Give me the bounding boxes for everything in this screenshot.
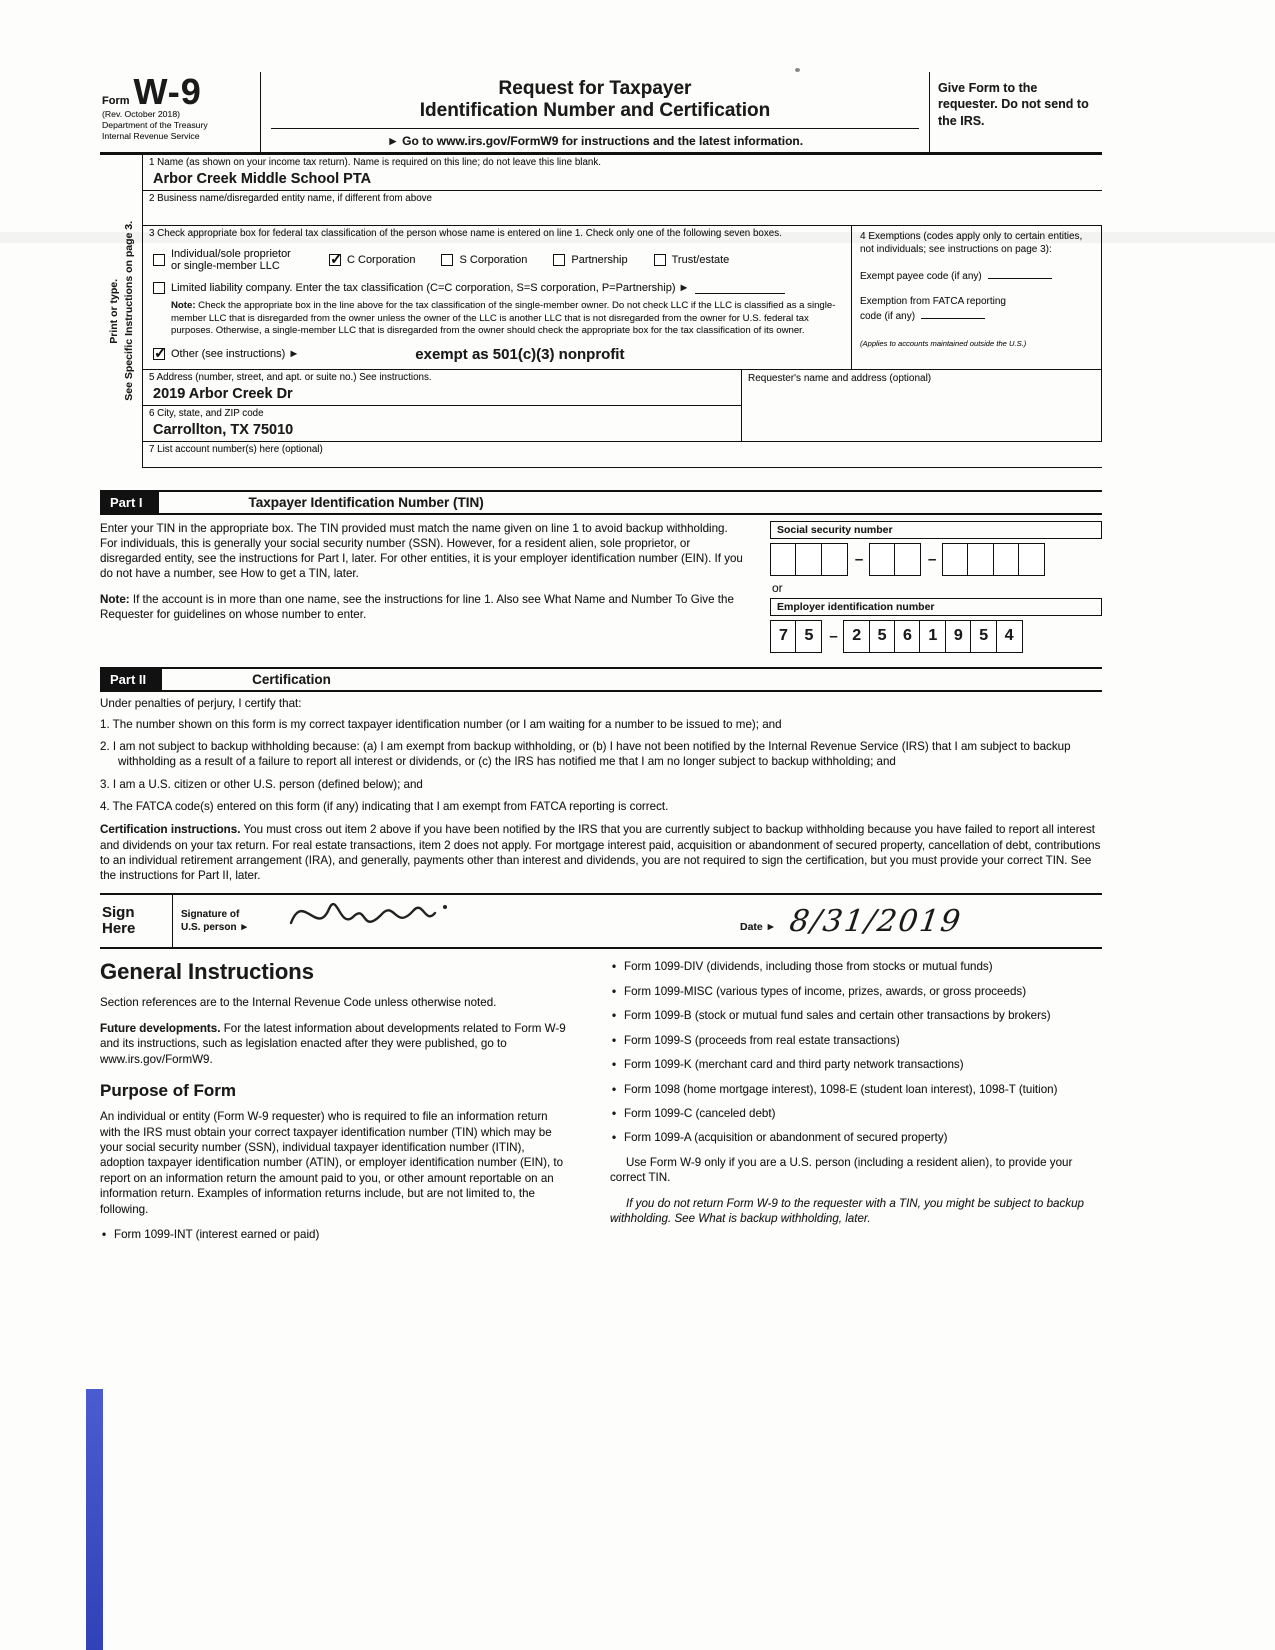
handwritten-date[interactable]: 8/31/2019 [787,903,965,939]
ssn-label: Social security number [770,521,1102,539]
exempt-payee-label: Exempt payee code (if any) [860,271,982,283]
sign-here-label [100,905,172,938]
fatca-code-field[interactable] [921,308,985,319]
see-instructions-label: See Specific Instructions on page 3. [122,221,135,401]
general-instructions-heading: General Instructions [100,959,314,985]
use-form-para: Use Form W-9 only if you are a U.S. person (including a resident alien), to provide your correct TIN. [610,1155,1073,1185]
line1-name [143,155,1102,191]
box4-label: 4 Exemptions (codes apply only to certain entities, not individuals; see instructions on page 3): [860,231,1083,256]
certification-item: 1. The number shown on this form is my correct taxpayer identification number (or I am waiting for a number to be issued to me); and [100,717,782,731]
ssn-digit-cell[interactable] [1018,543,1045,576]
bullet-item: • Form 1099-A (acquisition or abandonment of secured property) [610,1130,1102,1145]
part2-chip: Part II [100,669,162,690]
checkbox-llc[interactable] [153,282,165,294]
part1-bar [100,490,1102,515]
go-to-instructions: ► Go to www.irs.gov/FormW9 for instructions and the latest information. [271,128,919,148]
left-bullet-list [100,1227,568,1242]
ssn-dash: – [854,550,864,568]
checkbox-s-corporation[interactable] [441,254,453,266]
line3-classification [143,226,851,369]
instructions-left-column [100,959,568,1251]
signature-of-line1: Signature of [181,909,240,921]
line6-city [143,406,741,441]
line7-label: 7 List account number(s) here (optional) [149,444,323,456]
department-line: Department of the Treasury [102,119,208,130]
instructions-right-column [610,959,1102,1251]
ssn-digit-cell[interactable] [869,543,896,576]
bullet-item: • Form 1099-INT (interest earned or paid) [100,1227,568,1242]
address-row [143,370,1102,442]
signature-of-line2: U.S. person ► [181,922,250,934]
checkbox-partnership[interactable] [553,254,565,266]
option-individual [153,248,303,272]
part1-paragraph: Enter your TIN in the appropriate box. The TIN provided must match the name given on line 1 to avoid backup withholding. For individuals, this is generally your social security number (SSN). However, for a resident alien, sole proprietor, or disregarded entity, see the instructions for Part I, later. For other entities, it is your employer identification number (EIN). If you do not have a number, see How to get a TIN, later. [100,521,743,581]
ssn-digit-cell[interactable] [942,543,969,576]
signature-of-label [173,908,283,934]
bullet-item: • Form 1099-S (proceeds from real estate transactions) [610,1033,1102,1048]
checkbox-individual[interactable] [153,254,165,266]
option-other-label: Other (see instructions) ► [171,348,300,361]
date-area [740,903,965,939]
ssn-dash: – [927,550,937,568]
option-s-corporation [441,254,527,266]
box4-exemptions [851,226,1101,369]
ein-cells [770,620,1102,653]
part1-note-lead: Note: [100,592,130,606]
ein-digit-cell[interactable]: 7 [770,620,797,653]
part1-body [100,515,1102,653]
agency-line: Internal Revenue Service [102,130,200,141]
ein-digit-cell[interactable]: 5 [970,620,997,653]
part1-note [100,592,748,623]
form-title-block [260,72,930,152]
ssn-digit-cell[interactable] [894,543,921,576]
checkbox-trust-estate[interactable] [654,254,666,266]
bullet-item: • Form 1099-C (canceled debt) [610,1106,1102,1121]
ein-digit-cell[interactable]: 9 [945,620,972,653]
future-developments-para [100,1021,568,1067]
ssn-digit-cell[interactable] [770,543,797,576]
ein-digit-cell[interactable]: 5 [869,620,896,653]
llc-classification-field[interactable] [695,282,785,294]
line7-account-numbers [143,442,1102,467]
certification-instructions-body: You must cross out item 2 above if you have been notified by the IRS that you are currently subject to backup withholding because you have failed to report all interest and dividends on your tax return. For real estate transactions, item 2 does not apply. For mortgage interest paid, acquisition or abandonment of secured property, cancellation of debt, contributions to an individual retirement arrangement (IRA), and generally, payments other than interest and dividends, you are not required to sign the certification, but you must provide your correct TIN. See the instructions for Part II, later. [100,823,1101,883]
option-c-corporation [329,254,415,266]
line7-value[interactable] [143,457,1102,467]
purpose-of-form-heading: Purpose of Form [100,1081,237,1101]
fatca-label-line2: code (if any) [860,311,916,323]
certification-instructions-lead: Certification instructions. [100,823,241,837]
option-partnership [553,254,627,266]
certification-instructions [100,822,1102,883]
exempt-payee-line [860,268,1093,283]
fields-block [142,155,1102,468]
right-bullet-list [610,959,1102,1145]
fatca-line [860,295,1093,323]
ein-digit-cell[interactable]: 2 [843,620,870,653]
fatca-label-line1: Exemption from FATCA reporting [860,296,1006,308]
option-trust-estate-label: Trust/estate [671,254,730,267]
form-title-line1: Request for Taxpayer [498,78,692,99]
fields-section [100,155,1102,468]
sidebar-vertical-text [100,155,142,468]
part1-note-body: If the account is in more than one name, see the instructions for line 1. Also see What Name and Number To Give the Requester for guidelines on whose number to enter. [100,592,734,621]
part1-chip: Part I [100,492,159,513]
or-label: or [772,580,783,595]
bullet-item: • Form 1099-B (stock or mutual fund sales and certain other transactions by brokers) [610,1008,1102,1023]
signature-scribble-icon [283,885,483,941]
line6-label: 6 City, state, and ZIP code [149,408,264,420]
ein-dash: – [829,627,838,645]
line3-label: 3 Check appropriate box for federal tax classification of the person whose name is entered on line 1. Check only one of the following seven boxes. [149,228,782,240]
bullet-item: • Form 1099-DIV (dividends, including those from stocks or mutual funds) [610,959,1102,974]
purpose-para: An individual or entity (Form W-9 requester) who is required to file an information return with the IRS must obtain your correct taxpayer identification number (TIN) which may be your social security number (SSN), individual taxpayer identification number (ITIN), adoption taxpayer identification number (ATIN), or employer identification number (EIN), to report on an information return the amount paid to you, or other amount reportable on an information return. Examples of information returns include, but are not limited to, the following. [100,1110,564,1216]
ein-digit-cell[interactable]: 4 [996,620,1023,653]
bullet-item: • Form 1099-K (merchant card and third party network transactions) [610,1057,1102,1072]
scan-artifact-blue-strip [86,1389,103,1650]
signature-row [100,893,1102,949]
part1-title: Taxpayer Identification Number (TIN) [248,494,484,510]
ein-digit-cell[interactable]: 6 [894,620,921,653]
ssn-digit-cell[interactable] [993,543,1020,576]
line5-label: 5 Address (number, street, and apt. or suite no.) See instructions. [149,371,432,383]
checkbox-other[interactable] [153,348,165,360]
line6-value[interactable]: Carrollton, TX 75010 [153,422,294,439]
llc-note [143,296,851,339]
certification-item: 2. I am not subject to backup withholding because: (a) I am exempt from backup withholding, or (b) I have not been notified by the Internal Revenue Service (IRS) that I am subject to backup withholding as a result of a failure to report all interest or dividends, or (c) the IRS has notified me that I am no longer subject to backup withholding; and [100,740,1071,769]
exempt-payee-field[interactable] [988,268,1052,279]
applies-note: (Applies to accounts maintained outside the U.S.) [860,339,1027,349]
form-body [100,72,1102,1251]
form-header [100,72,1102,155]
ssn-digit-cell[interactable] [795,543,822,576]
here-word: Here [102,920,136,938]
sign-word: Sign [102,903,135,921]
option-llc [143,274,851,296]
option-c-corporation-label: C Corporation [347,254,416,267]
ein-digit-cell[interactable]: 5 [795,620,822,653]
option-trust-estate [654,254,730,266]
form-number: W-9 [133,71,202,112]
other-value-text[interactable]: exempt as 501(c)(3) nonprofit [415,345,625,363]
date-label: Date ► [740,920,777,933]
certification-intro: Under penalties of perjury, I certify that: [100,696,302,710]
ssn-digit-cell[interactable] [821,543,848,576]
line5-address [143,370,741,406]
certification-item: 4. The FATCA code(s) entered on this form (if any) indicating that I am exempt from FATCA reporting is correct. [100,799,669,813]
future-developments-lead: Future developments. [100,1021,221,1035]
certification-list [100,717,1102,814]
bullet-item: • Form 1098 (home mortgage interest), 1098-E (student loan interest), 1098-T (tuition) [610,1082,1102,1097]
part2-bar [100,667,1102,692]
bullet-item: • Form 1099-MISC (various types of income, prizes, awards, or gross proceeds) [610,984,1102,999]
section-references-para: Section references are to the Internal Revenue Code unless otherwise noted. [100,996,497,1010]
future-developments-body: For the latest information about developments related to Form W-9 and its instructions, such as legislation enacted after they were published, go to www.irs.gov/FormW9. [100,1021,566,1066]
certification-item: 3. I am a U.S. citizen or other U.S. person (defined below); and [100,777,423,791]
backup-withholding-para: If you do not return Form W-9 to the requester with a TIN, you might be subject to backup withholding. See What is backup withholding, later. [610,1196,1084,1225]
form-revision: (Rev. October 2018) [102,109,181,119]
line1-value[interactable]: Arbor Creek Middle School PTA [153,170,372,187]
line1-label: 1 Name (as shown on your income tax return). Name is required on this line; do not leave this line blank. [149,156,601,168]
classification-row [143,226,1102,370]
option-individual-label: Individual/sole proprietor or single-member LLC [171,248,291,273]
option-llc-label: Limited liability company. Enter the tax classification (C=C corporation, S=S corporation, P=Partnership) ► [171,282,690,295]
option-s-corporation-label: S Corporation [459,254,528,267]
checkbox-c-corporation[interactable] [329,254,341,266]
classification-options [143,240,851,274]
form-word: Form [102,95,130,107]
line2-business-name [143,191,1102,226]
address-column [143,370,741,441]
print-or-type-label: Print or type. [107,278,120,344]
line2-label: 2 Business name/disregarded entity name, if different from above [149,192,432,204]
llc-note-lead: Note: [171,300,196,312]
ssn-cells [770,543,1102,576]
option-other [143,340,851,365]
form-title-line2: Identification Number and Certification [419,99,771,121]
give-form-note: Give Form to the requester. Do not send to the IRS. [938,81,1089,128]
form-id-block [100,72,260,152]
tin-area [748,521,1102,653]
part2-title: Certification [252,671,331,687]
requester-box[interactable]: Requester's name and address (optional) [741,370,1101,441]
part1-text [100,521,748,653]
line2-value[interactable] [143,205,1102,225]
line5-value[interactable]: 2019 Arbor Creek Dr [153,386,293,403]
llc-note-body: Check the appropriate box in the line above for the tax classification of the single-member owner. Do not check LLC if the LLC is classified as a single-member LLC that is disregarded from the owner unless the owner of the LLC is another LLC that is not disregarded from the owner for U.S. federal tax purposes. Otherwise, a single-member LLC that is disregarded from the owner should check the appropriate box for the tax classification of its owner. [171,300,836,337]
general-instructions [100,959,1102,1251]
certification-section [100,692,1102,884]
ein-label: Employer identification number [770,598,1102,616]
ein-digit-cell[interactable]: 1 [919,620,946,653]
option-partnership-label: Partnership [571,254,628,267]
ssn-digit-cell[interactable] [967,543,994,576]
handwritten-signature[interactable] [283,885,483,946]
